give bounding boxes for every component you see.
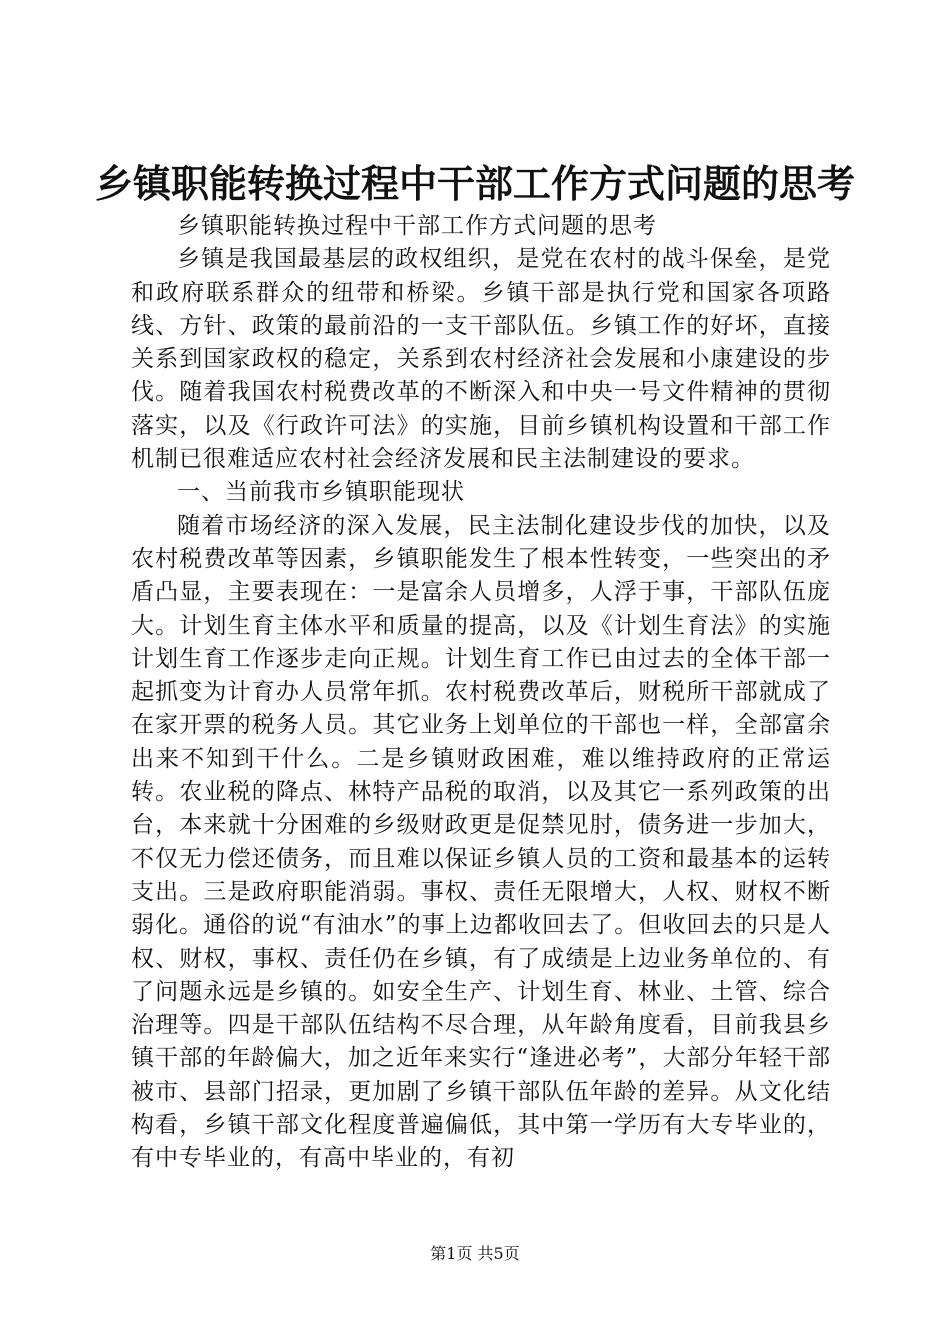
page-footer: 第1页 共5页 <box>430 1244 520 1263</box>
paragraph-subtitle: 乡镇职能转换过程中干部工作方式问题的思考 <box>177 213 657 239</box>
document-body <box>131 210 831 1176</box>
paragraph-current-status: 随着市场经济的深入发展，民主法制化建设步伐的加快，以及农村税费改革等因素，乡镇职能发生了根本性转变，一些突出的矛盾凸显，主要表现在：一是富余人员增多，人浮于事，干部队伍庞大。计划生育主体水平和质量的提高，以及《计划生育法》的实施计划生育工作逐步走向正规。计划生育工作已由过去的全体干部一起抓变为计育办人员常年抓。农村税费改革后，财税所干部就成了在家开票的税务人员。其它业务上划单位的干部也一样，全部富余出来不知到干什么。二是乡镇财政困难，难以维持政府的正常运转。农业税的降点、林特产品税的取消，以及其它一系列政策的出台，本来就十分困难的乡级财政更是促禁见肘，债务进一步加大，不仅无力偿还债务，而且难以保证乡镇人员的工资和最基本的运转支出。三是政府职能消弱。事权、责任无限增大，人权、财权不断弱化。通俗的说“有油水”的事上边都收回去了。但收回去的只是人权、财权，事权、责任仍在乡镇，有了成绩是上边业务单位的、有了问题永远是乡镇的。如安全生产、计划生育、林业、土管、综合治理等。四是干部队伍结构不尽合理，从年龄角度看，目前我县乡镇干部的年龄偏大，加之近年来实行“逢进必考”，大部分年轻干部被市、县部门招录，更加剧了乡镇干部队伍年龄的差异。从文化结构看，乡镇干部文化程度普遍偏低，其中第一学历有大专毕业的，有中专毕业的，有高中毕业的，有初 <box>131 512 831 1172</box>
document-title: 乡镇职能转换过程中干部工作方式问题的思考 <box>94 161 855 206</box>
paragraph-intro: 乡镇是我国最基层的政权组织，是党在农村的战斗保垒，是党和政府联系群众的纽带和桥梁。乡镇干部是执行党和国家各项路线、方针、政策的最前沿的一支干部队伍。乡镇工作的好坏，直接关系到国家政权的稳定，关系到农村经济社会发展和小康建设的步伐。随着我国农村税费改革的不断深入和中央一号文件精神的贯彻落实，以及《行政许可法》的实施，目前乡镇机构设置和干部工作机制已很难适应农村社会经济发展和民主法制建设的要求。 <box>131 246 831 473</box>
section-heading: 一、当前我市乡镇职能现状 <box>177 479 465 506</box>
